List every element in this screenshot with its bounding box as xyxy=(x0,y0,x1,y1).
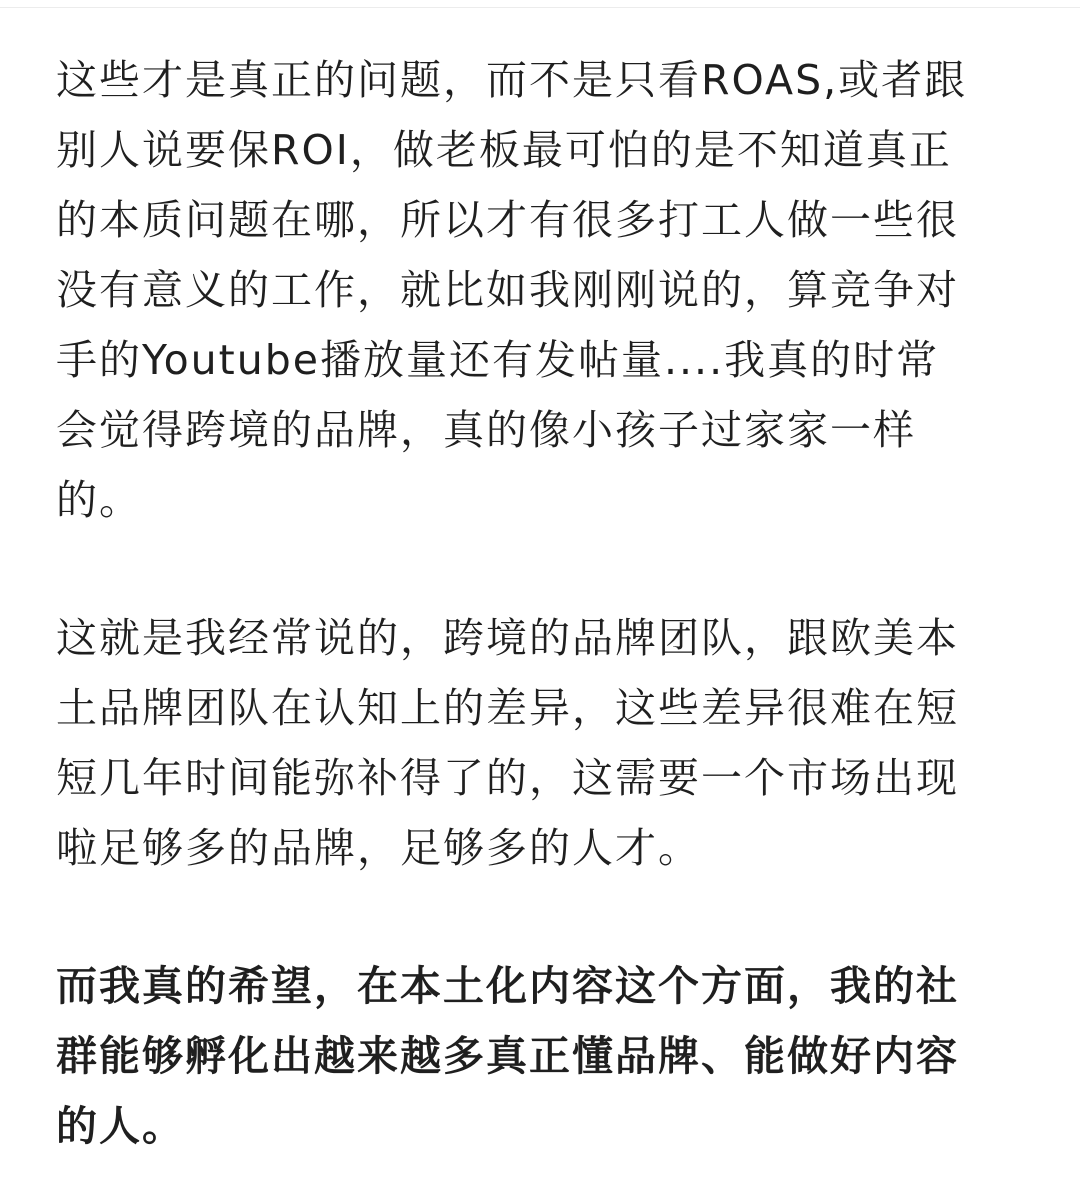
text-line: 而我真的希望，在本土化内容这个方面，我的社 xyxy=(56,962,959,1010)
text-line: 的人。 xyxy=(56,1102,185,1150)
text-line: 短几年时间能弥补得了的，这需要一个市场出现 xyxy=(56,754,959,802)
text-line: 没有意义的工作，就比如我刚刚说的，算竞争对 xyxy=(56,266,959,314)
text-line: 群能够孵化出越来越多真正懂品牌、能做好内容 xyxy=(56,1032,959,1080)
text-line: 这些才是真正的问题，而不是只看ROAS,或者跟 xyxy=(56,56,968,104)
article-body xyxy=(56,45,1036,1161)
text-line: 土品牌团队在认知上的差异，这些差异很难在短 xyxy=(56,684,959,732)
text-line: 会觉得跨境的品牌，真的像小孩子过家家一样 xyxy=(56,406,916,454)
paragraph-3-emphasis xyxy=(56,951,1036,1161)
top-divider xyxy=(0,7,1080,8)
text-line: 手的Youtube播放量还有发帖量....我真的时常 xyxy=(56,336,940,384)
text-line: 的。 xyxy=(56,476,142,524)
text-line: 别人说要保ROI，做老板最可怕的是不知道真正 xyxy=(56,126,952,174)
paragraph-1 xyxy=(56,45,1036,535)
text-line: 这就是我经常说的，跨境的品牌团队，跟欧美本 xyxy=(56,614,959,662)
paragraph-2 xyxy=(56,603,1036,883)
text-line: 的本质问题在哪，所以才有很多打工人做一些很 xyxy=(56,196,959,244)
text-line: 啦足够多的品牌，足够多的人才。 xyxy=(56,824,701,872)
